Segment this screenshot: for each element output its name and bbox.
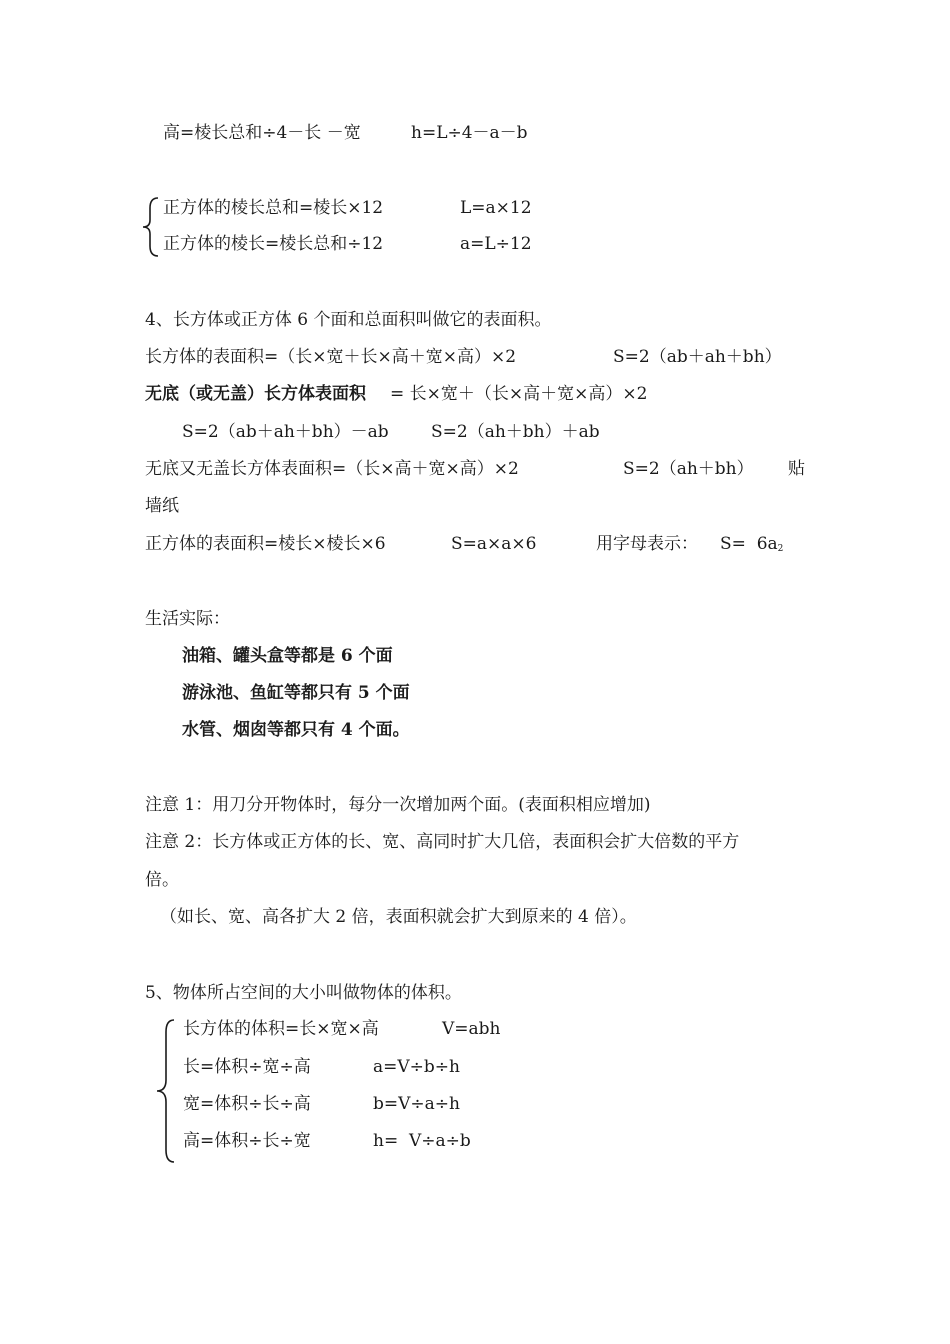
height-formula-text: 高=棱长总和÷4－长 －宽 [163, 123, 361, 143]
volume-formula-1: V=abh [442, 1019, 501, 1039]
no-bottom-formula-2: S=2（ah＋bh）＋ab [431, 422, 600, 442]
life-item-six-faces: 油箱、罐头盒等都是 6 个面 [182, 646, 393, 666]
height-formula-letters: h=L÷4－a－b [411, 123, 528, 143]
cube-area-line [145, 533, 805, 643]
height-formula-line [163, 122, 723, 188]
note-1: 注意 1：用刀分开物体时，每分一次增加两个面。(表面积相应增加) [145, 795, 651, 815]
cube-area-letter-formula: $S= 6a^2$ [720, 534, 784, 554]
cube-edge-formula: a=L÷12 [460, 234, 532, 254]
note-2: 注意 2：长方体或正方体的长、宽、高同时扩大几倍，表面积会扩大倍数的平方 [145, 832, 740, 852]
volume-text-2: 长=体积÷宽÷高 [183, 1057, 311, 1077]
no-both-text: 无底又无盖长方体表面积=（长×高＋宽×高）×2 [145, 459, 519, 479]
cube-edge-line [163, 233, 723, 299]
cube-area-formula: S=a×a×6 [451, 534, 537, 554]
note-2-cont: 倍。 [145, 870, 179, 890]
volume-text-1: 长方体的体积=长×宽×高 [183, 1019, 379, 1039]
no-both-note-cont: 墙纸 [145, 496, 179, 516]
cuboid-area-text: 长方体的表面积=（长×宽＋长×高＋宽×高）×2 [145, 347, 517, 367]
volume-brace [154, 1018, 178, 1164]
cube-brace [140, 196, 162, 258]
cuboid-area-formula: S=2（ab＋ah＋bh） [613, 347, 782, 367]
exponent-two: 2 [777, 544, 784, 554]
no-both-formula: S=2（ah＋bh） [623, 459, 754, 479]
no-both-note: 贴 [788, 459, 805, 479]
no-bottom-label: 无底（或无盖）长方体表面积 [145, 384, 366, 404]
cube-edge-total-text: 正方体的棱长总和=棱长×12 [163, 198, 384, 218]
no-bottom-formula-1: S=2（ab＋ah＋bh）－ab [182, 422, 389, 442]
life-item-four-faces: 水管、烟囱等都只有 4 个面。 [182, 720, 410, 740]
note-example: （如长、宽、高各扩大 2 倍，表面积就会扩大到原来的 4 倍）。 [160, 907, 637, 927]
section4-heading: 4、长方体或正方体 6 个面和总面积叫做它的表面积。 [145, 310, 552, 330]
cube-area-text: 正方体的表面积=棱长×棱长×6 [145, 534, 386, 554]
volume-line-4 [183, 1130, 583, 1196]
life-heading: 生活实际： [145, 609, 230, 629]
volume-formula-3: b=V÷a÷h [373, 1094, 460, 1114]
volume-formula-4: h= V÷a÷b [373, 1131, 471, 1151]
no-bottom-text: = 长×宽＋（长×高＋宽×高）×2 [390, 384, 648, 404]
cube-edge-total-formula: L=a×12 [460, 198, 532, 218]
volume-text-4: 高=体积÷长÷宽 [183, 1131, 311, 1151]
cube-edge-text: 正方体的棱长=棱长总和÷12 [163, 234, 384, 254]
life-item-five-faces: 游泳池、鱼缸等都只有 5 个面 [182, 683, 410, 703]
volume-formula-2: a=V÷b÷h [373, 1057, 460, 1077]
volume-text-3: 宽=体积÷长÷高 [183, 1094, 311, 1114]
cube-area-letter-label: 用字母表示： [596, 534, 698, 554]
section5-heading: 5、物体所占空间的大小叫做物体的体积。 [145, 983, 462, 1003]
